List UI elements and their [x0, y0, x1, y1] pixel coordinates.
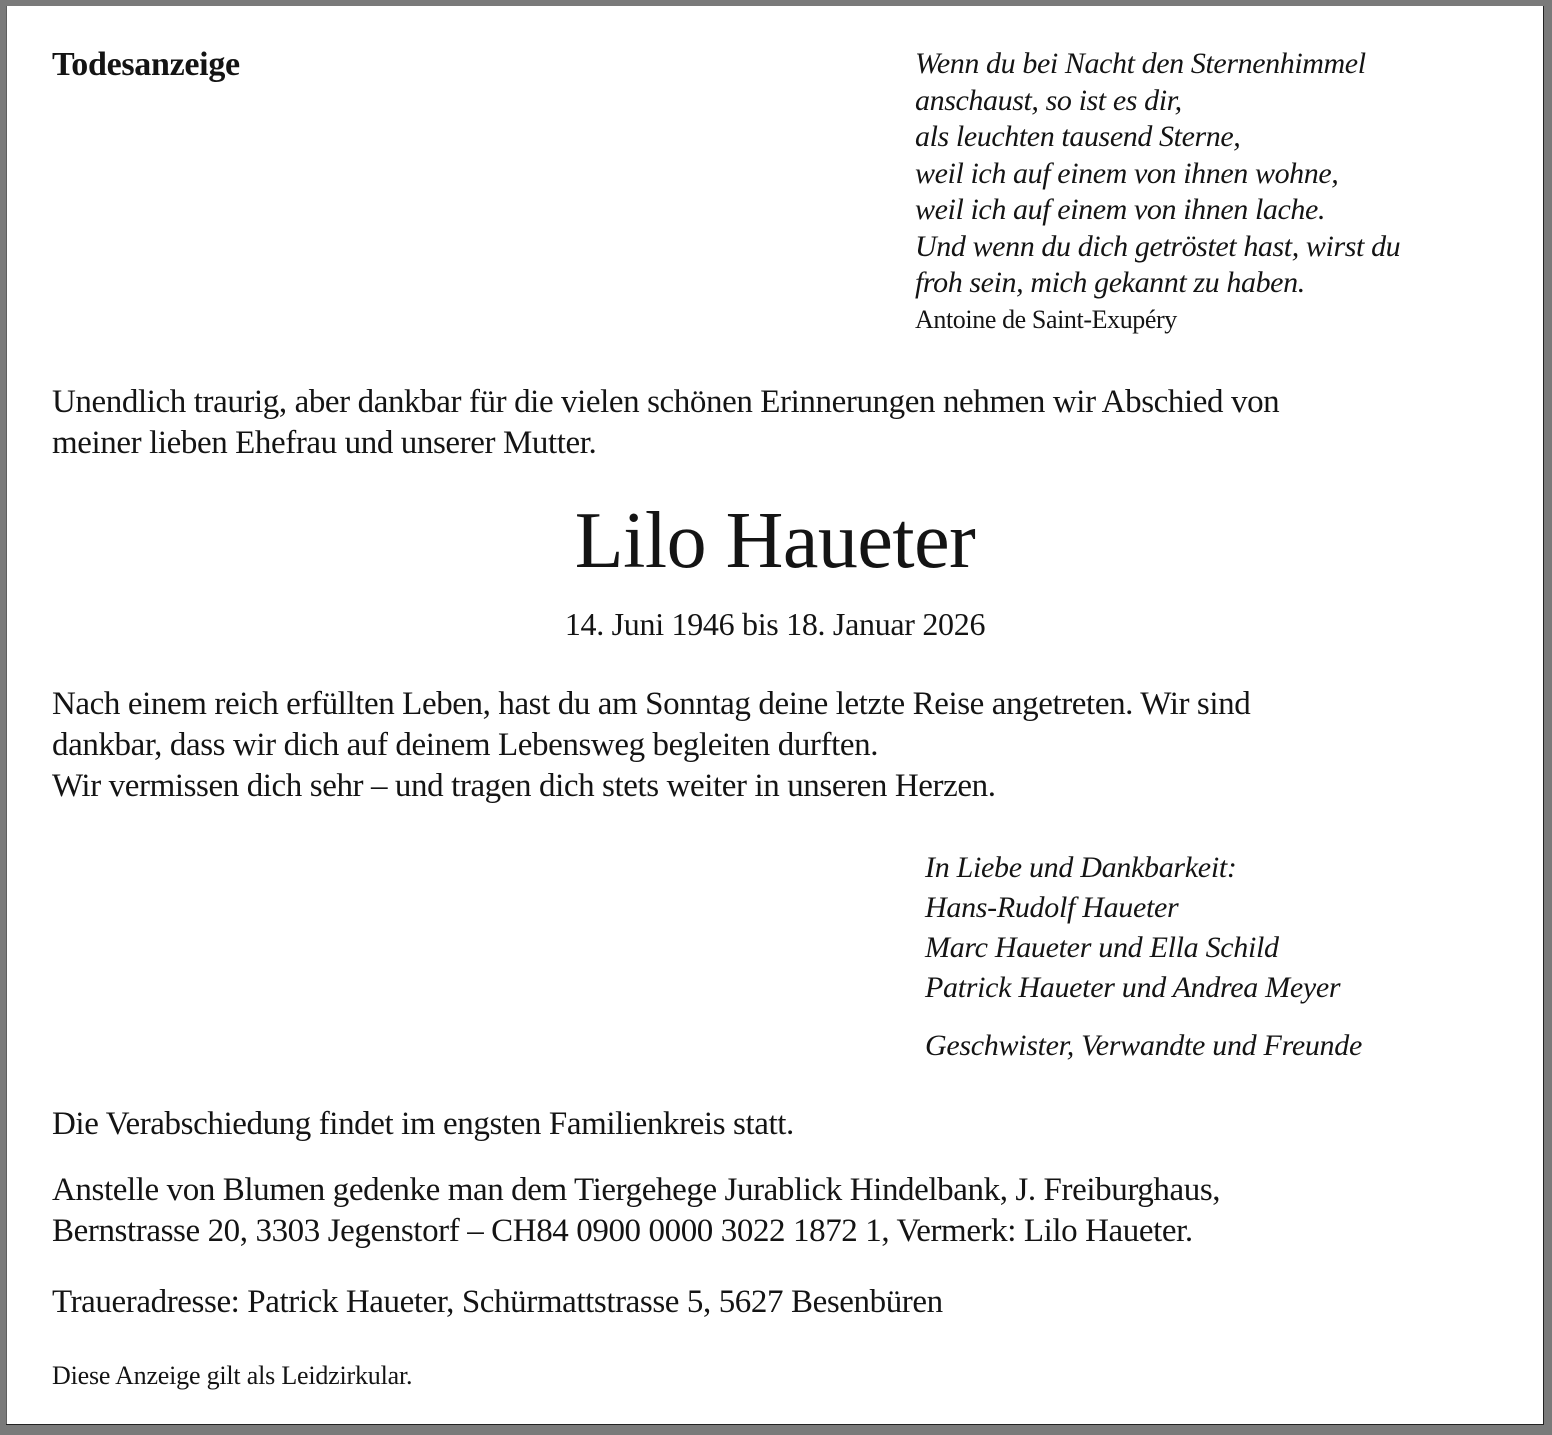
poem-line: weil ich auf einem von ihnen wohne, [915, 156, 1339, 190]
donation-paragraph [52, 1170, 1220, 1252]
poem-attribution: Antoine de Saint-Exupéry [915, 304, 1177, 334]
life-dates: 14. Juni 1946 bis 18. Januar 2026 [564, 606, 986, 642]
poem-block [915, 46, 1400, 338]
poem-line: weil ich auf einem von ihnen lache. [915, 193, 1326, 226]
mourners-others: Geschwister, Verwandte und Freunde [925, 1029, 1362, 1062]
intro-line: Unendlich traurig, aber dankbar für die vielen schönen Erinnerungen nehmen wir Abschied von [52, 384, 1280, 420]
mourner-name: Patrick Haueter und Andrea Meyer [925, 971, 1341, 1004]
intro-line: meiner lieben Ehefrau und unserer Mutter. [52, 425, 597, 461]
main-paragraph-line: Wir vermissen dich sehr – und tragen dich stets weiter in unseren Herzen. [52, 768, 996, 804]
donation-line: Bernstrasse 20, 3303 Jegenstorf – CH84 0900 0000 3022 1872 1, Vermerk: Lilo Haueter. [52, 1213, 1193, 1249]
main-paragraph-line: Nach einem reich erfüllten Leben, hast du am Sonntag deine letzte Reise angetreten. Wir sind [52, 686, 1251, 722]
poem-line: als leuchten tausend Sterne, [915, 120, 1241, 153]
mourner-name: Hans-Rudolf Haueter [925, 891, 1179, 924]
poem-line: anschaust, so ist es dir, [915, 83, 1182, 117]
notice-type-label: Todesanzeige [52, 46, 240, 83]
poem-line: Wenn du bei Nacht den Sternenhimmel [915, 47, 1366, 80]
footer-note: Diese Anzeige gilt als Leidzirkular. [52, 1361, 413, 1390]
intro-paragraph [52, 382, 1279, 464]
deceased-name: Lilo Haueter [574, 497, 976, 585]
mourner-name: Marc Haueter und Ella Schild [925, 931, 1279, 964]
mourners-block [925, 848, 1362, 1066]
main-paragraph-line: dankbar, dass wir dich auf deinem Lebensweg begleiten durften. [52, 727, 879, 763]
mourning-address: Traueradresse: Patrick Haueter, Schürmattstrasse 5, 5627 Besenbüren [52, 1284, 943, 1320]
donation-line: Anstelle von Blumen gedenke man dem Tiergehege Jurablick Hindelbank, J. Freiburghaus, [52, 1172, 1221, 1208]
poem-line: Und wenn du dich getröstet hast, wirst du [915, 229, 1401, 263]
poem-line: froh sein, mich gekannt zu haben. [915, 266, 1305, 299]
main-paragraph [52, 684, 1250, 807]
farewell-line: Die Verabschiedung findet im engsten Familienkreis statt. [52, 1106, 794, 1142]
mourners-heading: In Liebe und Dankbarkeit: [925, 851, 1237, 884]
